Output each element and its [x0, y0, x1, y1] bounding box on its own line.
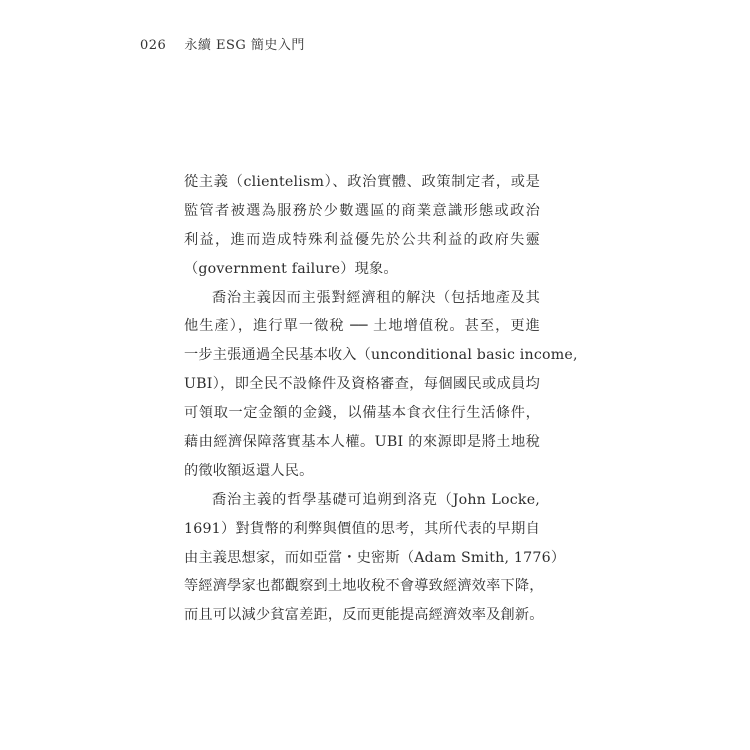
- text-line: 1691）對貨幣的利弊與價值的思考，其所代表的早期自: [184, 520, 540, 537]
- text-line: 的徵收額返還人民。: [184, 462, 314, 479]
- text-line: 他生產），進行單一徵稅 ── 土地增值稅。甚至，更進: [184, 318, 540, 335]
- text-line: 一步主張通過全民基本收入（unconditional basic income,: [184, 347, 578, 364]
- text-line: 利益，進而造成特殊利益優先於公共利益的政府失靈: [184, 231, 540, 248]
- text-line: 喬治主義的哲學基礎可追朔到洛克（John Locke,: [212, 491, 540, 508]
- page-number: 026: [140, 38, 167, 53]
- text-line: 而且可以減少貧富差距，反而更能提高經濟效率及創新。: [184, 607, 544, 624]
- text-line: 監管者被選為服務於少數選區的商業意識形態或政治: [184, 202, 540, 219]
- text-line: 由主義思想家，而如亞當・史密斯（Adam Smith, 1776）: [184, 549, 566, 566]
- text-line: 喬治主義因而主張對經濟租的解決（包括地產及其: [212, 289, 540, 306]
- running-header: [140, 34, 305, 53]
- text-line: UBI），即全民不設條件及資格審查，每個國民或成員均: [184, 376, 540, 393]
- book-title: 永續 ESG 簡史入門: [184, 38, 305, 53]
- text-line: 等經濟學家也都觀察到土地收稅不會導致經濟效率下降，: [184, 578, 544, 595]
- text-line: 藉由經濟保障落實基本人權。UBI 的來源即是將土地稅: [184, 434, 540, 451]
- text-line: （government failure）現象。: [184, 260, 398, 277]
- text-line: 從主義（clientelism）、政治實體、政策制定者，或是: [184, 174, 540, 190]
- text-line: 可領取一定金額的金錢，以備基本食衣住行生活條件，: [184, 405, 540, 422]
- body-text: [184, 168, 578, 630]
